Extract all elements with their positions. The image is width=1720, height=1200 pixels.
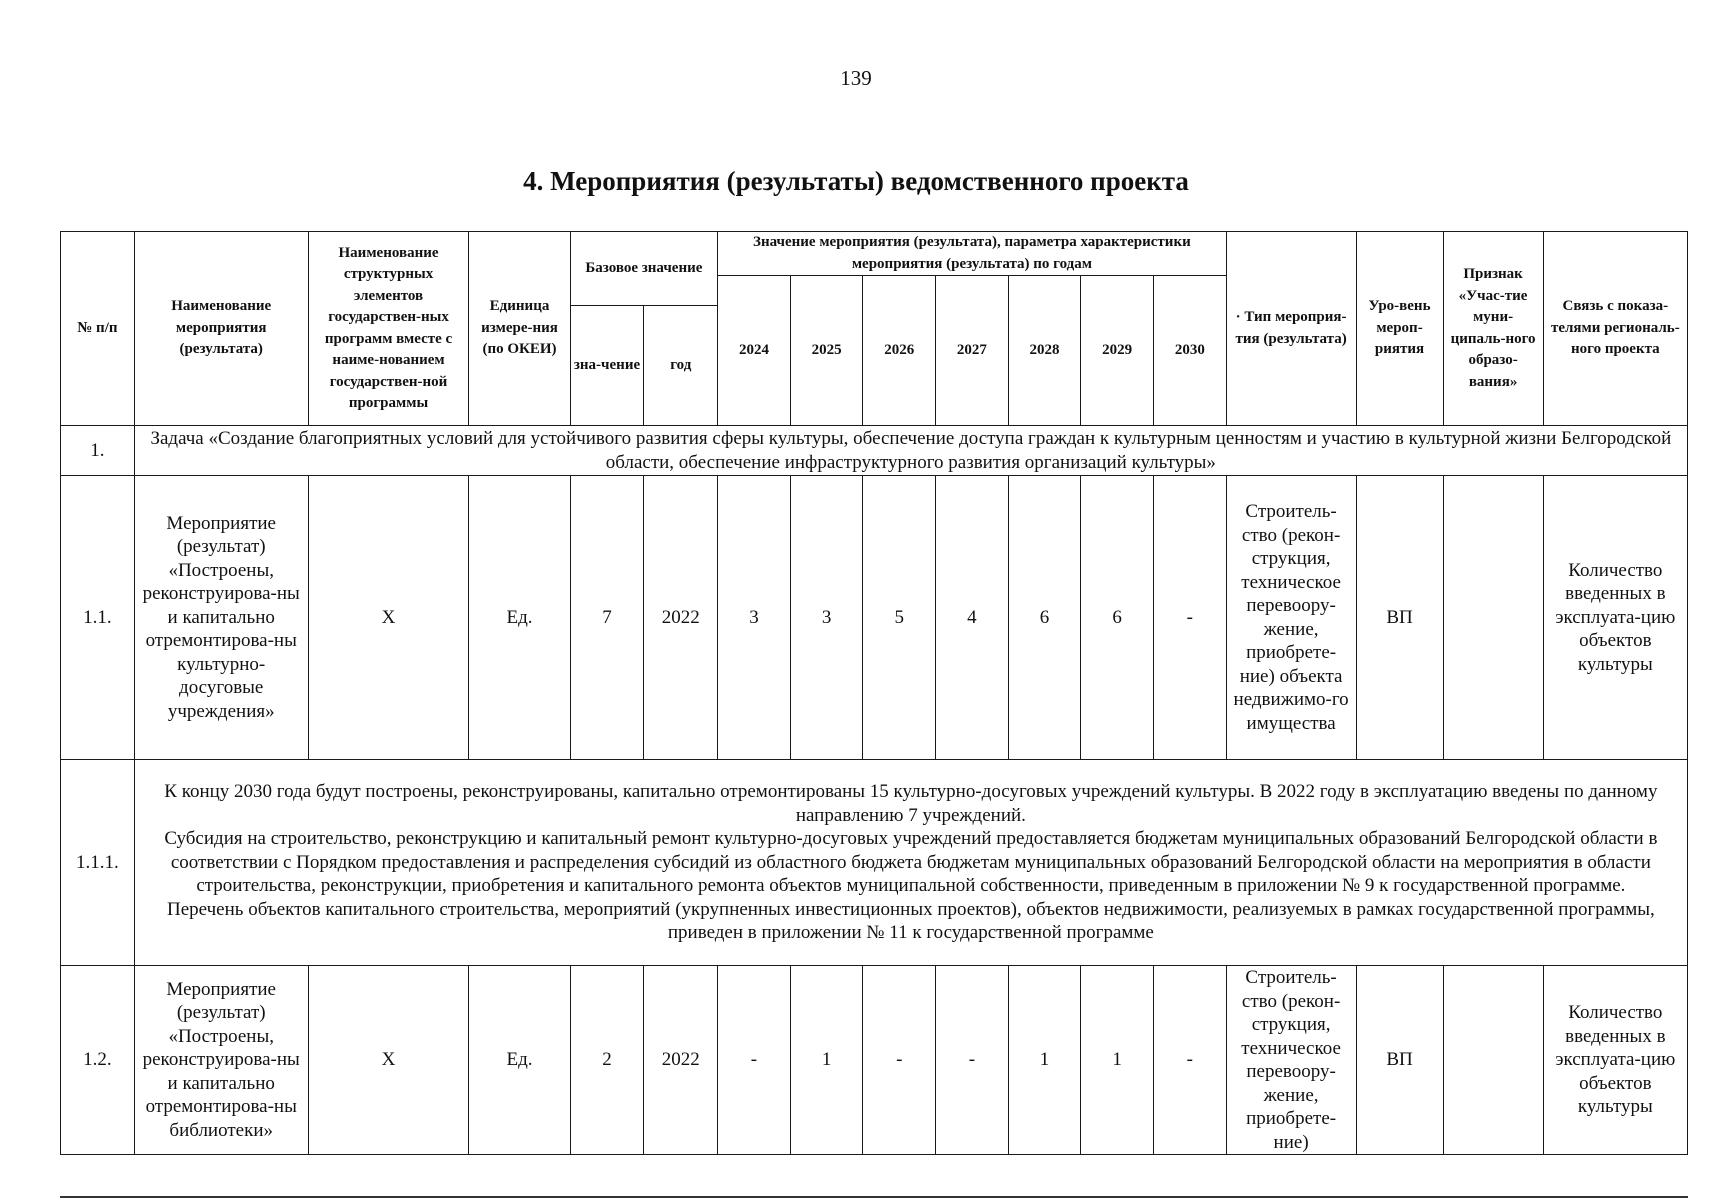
structural-element: Х [308,966,469,1155]
measure-type: Строитель-ство (рекон-струкция, техническое перевоору-жение, приобрете-ние) [1226,966,1356,1155]
value-2025: 1 [790,966,863,1155]
base-year: 2022 [644,476,718,760]
unit: Ед. [469,966,570,1155]
value-2030: - [1153,476,1226,760]
value-2029: 1 [1081,966,1154,1155]
description-paragraph: Перечень объектов капитального строительства, мероприятий (укрупненных инвестиционных проектов), объектов недвижимости, реализуемых в рамках государственной программы, приведен в приложении № 11 к государственной программе [167,898,1655,944]
indicator-link: Количество введенных в эксплуата-цию объектов культуры [1543,966,1687,1155]
value-2025: 3 [790,476,863,760]
header-year-2025: 2025 [790,276,863,426]
measure-name: Мероприятие (результат) «Построены, реконструирова-ны и капитально отремонтирова-ны библиотеки» [134,966,308,1155]
measure-level: ВП [1356,966,1443,1155]
value-2028: 1 [1008,966,1081,1155]
row-num: 1. [61,426,135,476]
header-structural: Наименование структурных элементов государствен-ных программ вместе с наиме-нованием государствен-ной программы [308,232,469,426]
description-paragraph: Субсидия на строительство, реконструкцию и капитальный ремонт культурно-досуговых учреждений предоставляется бюджетам муниципальных образований Белгородской области в соответствии с Порядком предоставления и распределения субсидий из областного бюджета бюджетам муниципальных образований Белгородской области на мероприятия в области строительства, реконструкции, приобретения и капитального ремонта объектов муниципальной собственности, приведенным в приложении № 9 к государственной программе. [164,828,1658,897]
measure-name: Мероприятие (результат) «Построены, реконструирова-ны и капитально отремонтирова-ны культурно-досуговые учреждения» [134,476,308,760]
value-2026: 5 [863,476,936,760]
row-num: 1.1. [61,476,135,760]
header-type: · Тип мероприя-тия (результата) [1226,232,1356,426]
header-year-2026: 2026 [863,276,936,426]
value-2027: 4 [936,476,1009,760]
participation-sign [1443,966,1543,1155]
unit: Ед. [469,476,570,760]
table-row [61,966,1688,1155]
page-number: 139 [840,66,872,90]
header-name: Наименование мероприятия (результата) [134,232,308,426]
header-base-year: год [644,306,718,426]
page-bottom-divider [60,1196,1688,1198]
header-link: Связь с показа-телями региональ-ного проекта [1543,232,1687,426]
table-row [61,476,1688,760]
value-2030: - [1153,966,1226,1155]
header-year-2027: 2027 [936,276,1009,426]
participation-sign [1443,476,1543,760]
value-2024: 3 [718,476,791,760]
header-year-2029: 2029 [1081,276,1154,426]
header-level: Уро-вень мероп-риятия [1356,232,1443,426]
header-base-value: зна-чение [570,306,644,426]
base-value: 2 [570,966,644,1155]
header-participation: Признак «Учас-тие муни-ципаль-ного образо-вания» [1443,232,1543,426]
value-2026: - [863,966,936,1155]
header-values-by-year: Значение мероприятия (результата), параметра характеристики мероприятия (результата) по годам [718,232,1227,276]
header-year-2028: 2028 [1008,276,1081,426]
description-cell [134,760,1687,966]
value-2028: 6 [1008,476,1081,760]
value-2027: - [936,966,1009,1155]
task-text: Задача «Создание благоприятных условий для устойчивого развития сферы культуры, обеспечение доступа граждан к культурным ценностям и участию в культурной жизни Белгородской области, обеспечение инфраструктурного развития организаций культуры» [134,426,1687,476]
base-year: 2022 [644,966,718,1155]
table-row [61,426,1688,476]
header-unit: Единица измере-ния (по ОКЕИ) [469,232,570,426]
table-row [61,760,1688,966]
row-num: 1.1.1. [61,760,135,966]
structural-element: Х [308,476,469,760]
header-year-2024: 2024 [718,276,791,426]
value-2029: 6 [1081,476,1154,760]
measure-type: Строитель-ство (рекон-струкция, техническое перевоору-жение, приобрете-ние) объекта недвижимо-го имущества [1226,476,1356,760]
row-num: 1.2. [61,966,135,1155]
base-value: 7 [570,476,644,760]
description-paragraph: К концу 2030 года будут построены, реконструированы, капитально отремонтированы 15 культурно-досуговых учреждений культуры. В 2022 году в эксплуатацию введены по данному направлению 7 учреждений. [164,781,1658,826]
page-title: 4. Мероприятия (результаты) ведомственного проекта [523,166,1189,196]
header-year-2030: 2030 [1153,276,1226,426]
header-base: Базовое значение [570,232,718,306]
value-2024: - [718,966,791,1155]
measure-level: ВП [1356,476,1443,760]
measures-table [60,231,1688,1155]
indicator-link: Количество введенных в эксплуата-цию объектов культуры [1543,476,1687,760]
header-num: № п/п [61,232,135,426]
